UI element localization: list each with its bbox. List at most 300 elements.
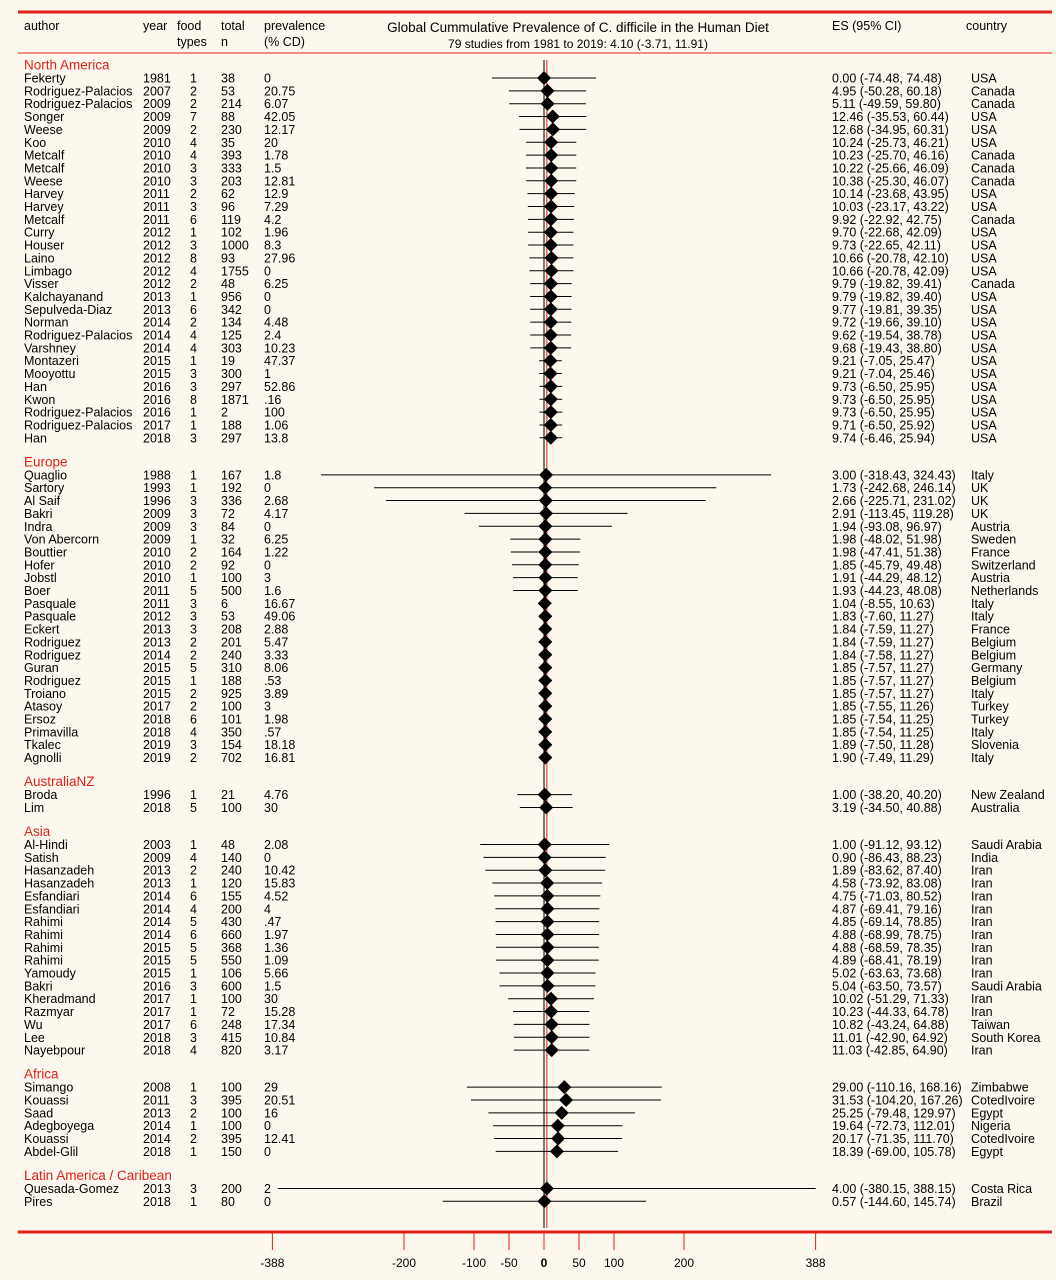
es-ci-cell: 1.98 (-47.41, 51.38): [832, 545, 942, 560]
country-cell: Italy: [971, 751, 994, 766]
year-cell: 2013: [143, 1106, 171, 1121]
es-ci-cell: 10.03 (-23.17, 43.22): [832, 200, 949, 214]
es-ci-cell: 9.71 (-6.50, 25.92): [832, 418, 935, 433]
author-cell: Hasanzadeh: [24, 876, 95, 891]
country-cell: Zimbabwe: [971, 1080, 1029, 1095]
author-cell: Kwon: [24, 392, 56, 407]
food-types-cell: 5: [190, 661, 197, 676]
effect-marker: [544, 174, 558, 188]
es-ci-cell: 1.84 (-7.59, 11.27): [832, 635, 934, 650]
author-cell: Pasquale: [24, 596, 77, 611]
year-cell: 2018: [143, 1144, 171, 1159]
effect-marker: [544, 405, 558, 419]
author-cell: Agnolli: [24, 751, 62, 766]
food-types-cell: 2: [190, 277, 197, 292]
prevalence-cell: 3: [264, 699, 271, 714]
total-cell: 48: [221, 277, 235, 292]
prevalence-cell: 47.37: [264, 354, 296, 369]
food-types-cell: 6: [190, 212, 197, 227]
food-types-cell: 3: [190, 596, 197, 611]
food-types-cell: 6: [190, 927, 197, 942]
food-types-cell: 6: [190, 889, 197, 904]
year-cell: 2017: [143, 1005, 171, 1020]
prevalence-cell: 3.17: [264, 1043, 289, 1058]
country-cell: USA: [971, 289, 997, 304]
es-ci-cell: 4.85 (-69.14, 78.85): [832, 915, 942, 930]
effect-marker: [544, 187, 558, 201]
es-ci-cell: 0.00 (-74.48, 74.48): [832, 71, 942, 86]
food-types-cell: 5: [190, 584, 197, 598]
author-cell: Quesada-Gomez: [24, 1181, 120, 1196]
total-cell: 415: [221, 1030, 242, 1045]
food-types-cell: 2: [190, 686, 197, 701]
prevalence-cell: 1.5: [264, 161, 282, 176]
author-cell: Rodriguez-Palacios: [24, 328, 133, 343]
author-cell: Laino: [24, 251, 55, 266]
prevalence-cell: 42.05: [264, 110, 296, 125]
es-ci-cell: 5.02 (-63.63, 73.68): [832, 966, 942, 981]
region-label: North America: [24, 57, 110, 73]
prevalence-cell: 0: [264, 481, 271, 496]
author-cell: Montazeri: [24, 354, 79, 369]
total-cell: 342: [221, 302, 242, 317]
food-types-cell: 6: [190, 712, 197, 727]
food-types-cell: 1: [190, 571, 197, 586]
country-cell: Canada: [971, 174, 1015, 189]
header-food-types-1: food: [177, 19, 202, 33]
country-cell: CotedIvoire: [971, 1132, 1035, 1147]
food-types-cell: 2: [190, 1132, 197, 1147]
food-types-cell: 1: [190, 532, 197, 547]
food-types-cell: 4: [190, 902, 197, 917]
prevalence-cell: 0: [264, 850, 271, 865]
year-cell: 2011: [143, 187, 170, 202]
author-cell: Rahimi: [24, 927, 63, 942]
food-types-cell: 2: [190, 699, 197, 714]
prevalence-cell: .57: [264, 725, 282, 740]
header-year: year: [143, 19, 168, 33]
es-ci-cell: 9.68 (-19.43, 38.80): [832, 341, 942, 356]
year-cell: 2014: [143, 927, 171, 942]
year-cell: 2018: [143, 712, 171, 727]
prevalence-cell: 0: [264, 289, 271, 304]
effect-marker: [540, 876, 554, 890]
effect-marker: [538, 584, 552, 598]
prevalence-cell: 1.36: [264, 940, 289, 955]
effect-marker: [550, 1144, 564, 1158]
total-cell: 155: [221, 889, 242, 904]
prevalence-cell: 13.8: [264, 431, 289, 446]
year-cell: 2017: [143, 1017, 171, 1032]
country-cell: India: [971, 850, 999, 865]
prevalence-cell: 27.96: [264, 251, 296, 266]
effect-marker: [538, 788, 552, 802]
es-ci-cell: 29.00 (-110.16, 168.16): [832, 1080, 962, 1095]
year-cell: 2011: [143, 200, 170, 214]
author-cell: Rodriguez: [24, 673, 81, 688]
total-cell: 72: [221, 506, 235, 521]
effect-marker: [541, 979, 555, 993]
prevalence-cell: 3.33: [264, 648, 289, 663]
food-types-cell: 3: [190, 379, 197, 394]
food-types-cell: 2: [190, 187, 197, 202]
effect-marker: [538, 751, 552, 765]
effect-marker: [546, 110, 560, 124]
total-cell: 120: [221, 876, 242, 891]
year-cell: 2013: [143, 635, 171, 650]
total-cell: 660: [221, 927, 242, 942]
food-types-cell: 1: [190, 673, 197, 688]
prevalence-cell: 1.5: [264, 979, 282, 994]
country-cell: Iran: [971, 863, 993, 878]
es-ci-cell: 4.00 (-380.15, 388.15): [832, 1181, 956, 1196]
country-cell: Egypt: [971, 1144, 1003, 1159]
year-cell: 2018: [143, 725, 171, 740]
effect-marker: [544, 328, 558, 342]
country-cell: South Korea: [971, 1030, 1041, 1045]
prevalence-cell: .53: [264, 673, 282, 688]
effect-marker: [540, 889, 554, 903]
author-cell: Al Saif: [24, 494, 61, 509]
country-cell: Austria: [971, 571, 1010, 586]
prevalence-cell: .16: [264, 392, 282, 407]
effect-marker: [540, 902, 554, 916]
effect-marker: [538, 481, 552, 495]
es-ci-cell: 20.17 (-71.35, 111.70): [832, 1132, 954, 1147]
country-cell: Turkey: [971, 712, 1009, 727]
food-types-cell: 6: [190, 302, 197, 317]
year-cell: 2011: [143, 1093, 170, 1108]
country-cell: Italy: [971, 609, 994, 624]
total-cell: 1000: [221, 238, 249, 253]
country-cell: Costa Rica: [971, 1181, 1033, 1196]
effect-marker: [538, 609, 552, 623]
food-types-cell: 3: [190, 1093, 197, 1108]
es-ci-cell: 9.77 (-19.81, 39.35): [832, 302, 942, 317]
country-cell: Canada: [971, 212, 1015, 227]
author-cell: Norman: [24, 315, 69, 330]
total-cell: 100: [221, 699, 242, 714]
food-types-cell: 5: [190, 940, 197, 955]
es-ci-cell: 1.89 (-83.62, 87.40): [832, 863, 942, 878]
header-prevalence-2: (% CD): [264, 35, 305, 49]
author-cell: Hasanzadeh: [24, 863, 95, 878]
total-cell: 53: [221, 84, 235, 99]
total-cell: 88: [221, 110, 235, 125]
prevalence-cell: 15.28: [264, 1005, 296, 1020]
food-types-cell: 3: [190, 367, 197, 382]
prevalence-cell: 0: [264, 1194, 271, 1209]
effect-marker: [557, 1080, 571, 1094]
author-cell: Razmyar: [24, 1005, 75, 1020]
country-cell: Taiwan: [971, 1017, 1010, 1032]
prevalence-cell: 1.97: [264, 927, 289, 942]
total-cell: 53: [221, 609, 235, 624]
es-ci-cell: 1.85 (-7.57, 11.27): [832, 686, 934, 701]
total-cell: 336: [221, 494, 242, 509]
country-cell: Canada: [971, 148, 1015, 163]
year-cell: 1993: [143, 481, 171, 496]
prevalence-cell: .47: [264, 915, 282, 930]
prevalence-cell: 7.29: [264, 200, 289, 214]
food-types-cell: 2: [190, 635, 197, 650]
author-cell: Guran: [24, 661, 59, 676]
es-ci-cell: 9.72 (-19.66, 39.10): [832, 315, 942, 330]
country-cell: Iran: [971, 915, 993, 930]
es-ci-cell: 18.39 (-69.00, 105.78): [832, 1144, 956, 1159]
prevalence-cell: 1.8: [264, 468, 282, 483]
total-cell: 6: [221, 596, 228, 611]
prevalence-cell: 1.6: [264, 584, 282, 598]
total-cell: 21: [221, 788, 235, 803]
es-ci-cell: 1.04 (-8.55, 10.63): [832, 596, 935, 611]
year-cell: 1988: [143, 468, 171, 483]
prevalence-cell: 12.9: [264, 187, 289, 202]
food-types-cell: 1: [190, 71, 197, 86]
prevalence-cell: 4.76: [264, 788, 289, 803]
year-cell: 2009: [143, 519, 171, 534]
food-types-cell: 1: [190, 838, 197, 852]
year-cell: 2013: [143, 289, 171, 304]
food-types-cell: 1: [190, 468, 197, 483]
author-cell: Han: [24, 379, 47, 394]
prevalence-cell: 16.67: [264, 596, 296, 611]
es-ci-cell: 1.94 (-93.08, 96.97): [832, 519, 942, 534]
country-cell: USA: [971, 418, 997, 433]
food-types-cell: 4: [190, 264, 197, 279]
country-cell: Iran: [971, 876, 993, 891]
country-cell: New Zealand: [971, 788, 1045, 803]
author-cell: Koo: [24, 135, 47, 150]
effect-marker: [544, 341, 558, 355]
country-cell: USA: [971, 187, 997, 202]
author-cell: Esfandiari: [24, 889, 80, 904]
year-cell: 2014: [143, 315, 171, 330]
country-cell: USA: [971, 264, 997, 279]
prevalence-cell: 15.83: [264, 876, 296, 891]
es-ci-cell: 25.25 (-79.48, 129.97): [832, 1106, 956, 1121]
prevalence-cell: 17.34: [264, 1017, 296, 1032]
effect-marker: [538, 686, 552, 700]
prevalence-cell: 5.66: [264, 966, 289, 981]
prevalence-cell: 0: [264, 1144, 271, 1159]
total-cell: 188: [221, 673, 242, 688]
effect-marker: [544, 161, 558, 175]
food-types-cell: 2: [190, 315, 197, 330]
effect-marker: [551, 1119, 565, 1133]
es-ci-cell: 3.00 (-318.43, 324.43): [832, 468, 956, 483]
year-cell: 2015: [143, 940, 171, 955]
food-types-cell: 3: [190, 506, 197, 521]
prevalence-cell: 2: [264, 1181, 271, 1196]
effect-marker: [544, 1005, 558, 1019]
header-es: ES (95% CI): [832, 19, 902, 33]
es-ci-cell: 1.89 (-7.50, 11.28): [832, 738, 934, 753]
country-cell: USA: [971, 379, 997, 394]
author-cell: Metcalf: [24, 212, 65, 227]
region-label: Europe: [24, 454, 68, 470]
es-ci-cell: 9.79 (-19.82, 39.41): [832, 277, 942, 292]
author-cell: Rahimi: [24, 940, 63, 955]
total-cell: 208: [221, 622, 242, 637]
total-cell: 92: [221, 558, 235, 573]
effect-marker: [551, 1132, 565, 1146]
total-cell: 925: [221, 686, 242, 701]
effect-marker: [544, 392, 558, 406]
author-cell: Rodriguez: [24, 648, 81, 663]
es-ci-cell: 10.66 (-20.78, 42.09): [832, 264, 949, 279]
es-ci-cell: 31.53 (-104.20, 167.26): [832, 1093, 963, 1108]
es-ci-cell: 9.70 (-22.68, 42.09): [832, 225, 942, 240]
food-types-cell: 2: [190, 863, 197, 878]
chart-title: Global Cummulative Prevalence of C. difficile in the Human Diet: [387, 20, 769, 35]
total-cell: 368: [221, 940, 242, 955]
food-types-cell: 2: [190, 97, 197, 112]
plot-area: [278, 60, 816, 1228]
year-cell: 2014: [143, 915, 171, 930]
prevalence-cell: 0: [264, 1119, 271, 1134]
es-ci-cell: 3.19 (-34.50, 40.88): [832, 800, 942, 815]
total-cell: 820: [221, 1043, 242, 1058]
es-ci-cell: 9.74 (-6.46, 25.94): [832, 431, 935, 446]
total-cell: 72: [221, 1005, 235, 1020]
header-author: author: [24, 19, 60, 33]
effect-marker: [539, 800, 553, 814]
author-cell: Metcalf: [24, 161, 65, 176]
effect-marker: [544, 418, 558, 432]
food-types-cell: 3: [190, 494, 197, 509]
effect-marker: [538, 622, 552, 636]
prevalence-cell: 16: [264, 1106, 278, 1121]
effect-marker: [538, 545, 552, 559]
total-cell: 192: [221, 481, 242, 496]
total-cell: 297: [221, 379, 242, 394]
year-cell: 2018: [143, 1194, 171, 1209]
effect-marker: [540, 953, 554, 967]
x-tick-label: -388: [260, 1256, 285, 1270]
prevalence-cell: 12.17: [264, 122, 296, 137]
year-cell: 2013: [143, 876, 171, 891]
country-cell: Canada: [971, 277, 1015, 292]
effect-marker: [538, 725, 552, 739]
es-ci-cell: 4.88 (-68.59, 78.35): [832, 940, 942, 955]
region-label: Asia: [24, 824, 51, 839]
author-cell: Primavilla: [24, 725, 79, 740]
food-types-cell: 1: [190, 1080, 197, 1095]
author-cell: Rahimi: [24, 915, 63, 930]
es-ci-cell: 4.88 (-68.99, 78.75): [832, 927, 942, 942]
country-cell: USA: [971, 200, 997, 214]
author-cell: Rodriguez-Palacios: [24, 84, 133, 99]
effect-marker: [538, 571, 552, 585]
country-cell: USA: [971, 341, 997, 356]
prevalence-cell: 29: [264, 1080, 278, 1095]
author-cell: Quaglio: [24, 468, 68, 483]
food-types-cell: 3: [190, 609, 197, 624]
prevalence-cell: 10.42: [264, 863, 296, 878]
effect-marker: [546, 122, 560, 136]
total-cell: 702: [221, 751, 242, 766]
country-cell: Iran: [971, 889, 993, 904]
effect-marker: [538, 558, 552, 572]
year-cell: 2010: [143, 571, 171, 586]
es-ci-cell: 10.23 (-44.33, 64.78): [832, 1005, 949, 1020]
effect-marker: [539, 494, 553, 508]
country-cell: Belgium: [971, 648, 1017, 663]
year-cell: 2014: [143, 889, 171, 904]
prevalence-cell: 10.84: [264, 1030, 296, 1045]
es-ci-cell: 9.21 (-7.04, 25.46): [832, 367, 935, 382]
author-cell: Rodriguez-Palacios: [24, 97, 133, 112]
prevalence-cell: 1.06: [264, 418, 289, 433]
total-cell: 550: [221, 953, 242, 968]
author-cell: Harvey: [24, 187, 64, 202]
country-cell: Italy: [971, 596, 994, 611]
total-cell: 350: [221, 725, 242, 740]
effect-marker: [540, 915, 554, 929]
es-ci-cell: 10.23 (-25.70, 46.16): [832, 148, 949, 163]
effect-marker: [538, 712, 552, 726]
es-ci-cell: 1.90 (-7.49, 11.29): [832, 751, 934, 766]
author-cell: Curry: [24, 225, 55, 240]
total-cell: 2: [221, 405, 228, 420]
country-cell: Sweden: [971, 532, 1017, 547]
country-cell: USA: [971, 405, 997, 420]
food-types-cell: 1: [190, 1144, 197, 1159]
year-cell: 2013: [143, 1181, 171, 1196]
prevalence-cell: 1.22: [264, 545, 289, 560]
country-cell: UK: [971, 494, 989, 509]
year-cell: 2017: [143, 699, 171, 714]
es-ci-cell: 10.82 (-43.24, 64.88): [832, 1017, 949, 1032]
total-cell: 100: [221, 800, 242, 815]
food-types-cell: 4: [190, 850, 197, 865]
effect-marker: [541, 97, 555, 111]
effect-marker: [538, 661, 552, 675]
es-ci-cell: 1.84 (-7.58, 11.27): [832, 648, 934, 663]
food-types-cell: 1: [190, 354, 197, 369]
year-cell: 1996: [143, 494, 171, 509]
year-cell: 2009: [143, 97, 171, 112]
es-ci-cell: 9.73 (-6.50, 25.95): [832, 405, 935, 420]
country-cell: USA: [971, 251, 997, 266]
author-cell: Visser: [24, 277, 59, 292]
country-cell: USA: [971, 225, 997, 240]
total-cell: 956: [221, 289, 242, 304]
effect-marker: [538, 532, 552, 546]
food-types-cell: 1: [190, 418, 197, 433]
food-types-cell: 4: [190, 148, 197, 163]
prevalence-cell: 4.17: [264, 506, 289, 521]
prevalence-cell: 30: [264, 800, 278, 815]
es-ci-cell: 9.73 (-6.50, 25.95): [832, 392, 935, 407]
prevalence-cell: 2.08: [264, 838, 289, 852]
food-types-cell: 1: [190, 966, 197, 981]
food-types-cell: 2: [190, 1106, 197, 1121]
total-cell: 101: [221, 712, 242, 727]
total-cell: 19: [221, 354, 235, 369]
x-tick-label: 388: [805, 1256, 826, 1270]
x-tick-label: 50: [572, 1256, 586, 1270]
x-tick-label: -100: [461, 1256, 487, 1270]
food-types-cell: 2: [190, 122, 197, 137]
prevalence-cell: 1.98: [264, 712, 289, 727]
x-axis: [260, 1232, 826, 1270]
year-cell: 2013: [143, 302, 171, 317]
effect-marker: [544, 302, 558, 316]
es-ci-cell: 10.38 (-25.30, 46.07): [832, 174, 949, 189]
year-cell: 2014: [143, 1132, 171, 1147]
